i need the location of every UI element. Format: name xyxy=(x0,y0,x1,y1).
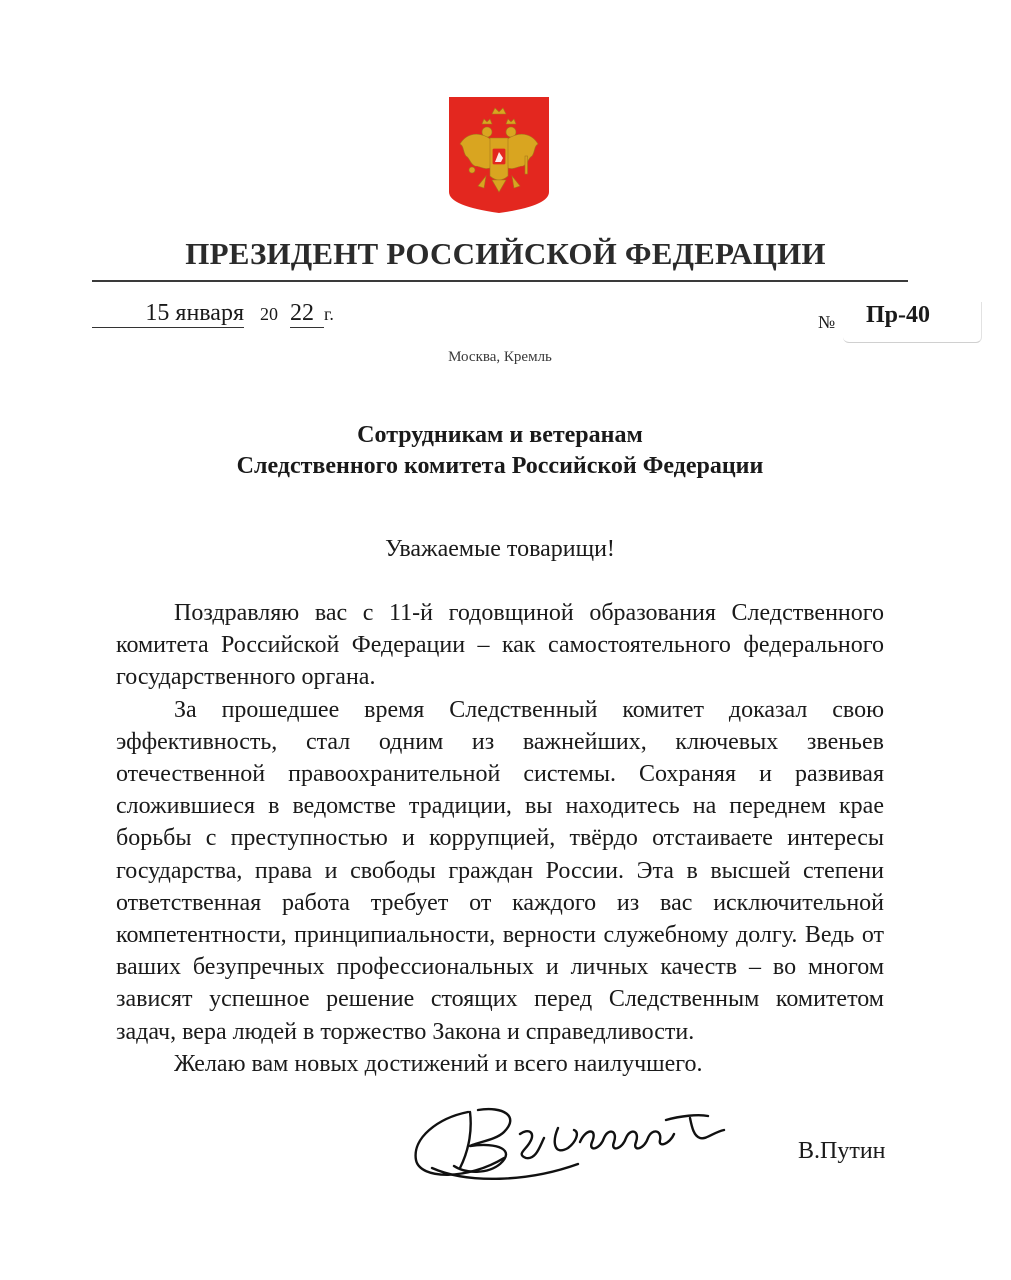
signer-name: В.Путин xyxy=(798,1138,886,1164)
paragraph: За прошедшее время Следственный комитет доказал свою эффективность, стал одним из важнейших, ключевых звеньев отечественной правоохранительной системы. Сохраняя и развивая сложившиеся в ведомстве традиции, вы находитесь на переднем крае борьбы с преступностью и коррупцией, твёрдо отстаиваете интересы государства, права и свободы граждан России. Эта в высшей степени ответственная работа требует от каждого из вас исключительной компетентности, принципиальности, верности служебному долгу. Ведь от ваших безупречных профессиональных и личных качеств – во многом зависят успешное решение стоящих перед Следственным комитетом задач, вера людей в торжество Закона и справедливости. xyxy=(116,696,884,1045)
document-date xyxy=(92,300,352,330)
addressee-line-1: Сотрудникам и ветеранам xyxy=(357,422,643,448)
paragraph: Поздравляю вас с 11-й годовщиной образования Следственного комитета Российской Федерации – как самостоятельного федерального государственного органа. xyxy=(116,600,884,691)
handwritten-signature xyxy=(408,1098,748,1190)
number-sign: № xyxy=(818,312,836,332)
addressee-line-2: Следственного комитета Российской Федерации xyxy=(236,453,764,479)
document-number: Пр-40 xyxy=(866,302,931,328)
date-year-suffix: 22 xyxy=(290,300,324,328)
date-day-month: 15 января xyxy=(92,300,244,328)
letter-body xyxy=(116,597,884,1080)
emblem xyxy=(448,96,550,214)
paragraph: Желаю вам новых достижений и всего наилучшего. xyxy=(174,1050,703,1077)
letterhead-title: ПРЕЗИДЕНТ РОССИЙСКОЙ ФЕДЕРАЦИИ xyxy=(185,236,826,271)
addressee xyxy=(0,420,1000,482)
greeting: Уважаемые товарищи! xyxy=(385,536,615,562)
russian-coat-of-arms-icon xyxy=(448,96,550,214)
letterhead-rule xyxy=(92,280,908,282)
date-year-prefix: 20 xyxy=(260,304,278,324)
date-year-unit: г. xyxy=(324,304,334,324)
document-place: Москва, Кремль xyxy=(448,349,552,365)
